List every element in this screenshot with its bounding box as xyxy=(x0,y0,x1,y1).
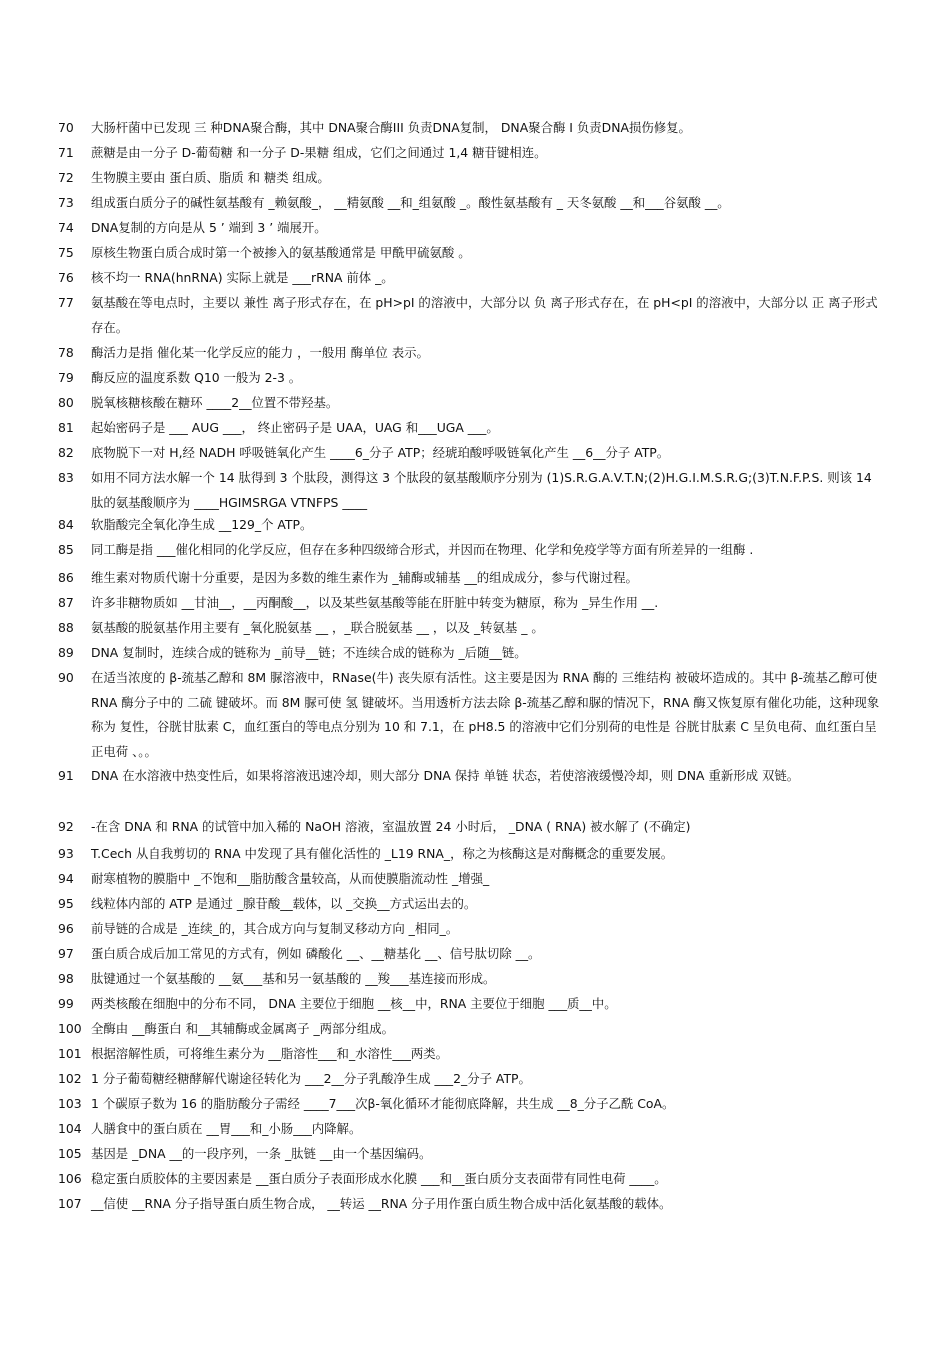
question-number: 105 xyxy=(58,1146,82,1161)
question-number: 90 xyxy=(58,670,74,685)
question-text: 许多非糖物质如 __甘油__，__丙酮酸__，以及某些氨基酸等能在肝脏中转变为糖原，称为 _异生作用 __. xyxy=(91,595,659,610)
question-text: 组成蛋白质分子的碱性氨基酸有 _赖氨酸_， __精氨酸 __和_组氨酸 _。酸性氨基酸有 _ 天冬氨酸 __和___谷氨酸 __。 xyxy=(91,195,730,210)
question-number: 81 xyxy=(58,420,74,435)
question-text: 大肠杆菌中已发现 三 种DNA聚合酶，其中 DNA聚合酶III 负责DNA复制， DNA聚合酶 I 负责DNA损伤修复。 xyxy=(91,120,691,135)
question-text: DNA 在水溶液中热变性后，如果将溶液迅速冷却，则大部分 DNA 保持 单链 状态，若使溶液缓慢冷却，则 DNA 重新形成 双链。 xyxy=(91,768,800,783)
question-number: 89 xyxy=(58,645,74,660)
question-number: 91 xyxy=(58,768,74,783)
question-number: 103 xyxy=(58,1096,82,1111)
question-item xyxy=(58,416,888,441)
question-item xyxy=(58,341,888,366)
question-number: 88 xyxy=(58,620,74,635)
question-number: 95 xyxy=(58,896,74,911)
question-item xyxy=(58,216,888,241)
question-number: 83 xyxy=(58,470,74,485)
question-item xyxy=(58,116,888,141)
question-text: 根据溶解性质，可将维生素分为 __脂溶性___和_水溶性___两类。 xyxy=(91,1046,449,1061)
question-number: 92 xyxy=(58,819,74,834)
question-item xyxy=(58,616,888,641)
question-item xyxy=(58,1092,888,1117)
question-text: 起始密码子是 ___ AUG ___， 终止密码子是 UAA，UAG 和___UGA ___。 xyxy=(91,420,499,435)
question-item xyxy=(58,1167,888,1192)
question-number: 72 xyxy=(58,170,74,185)
question-text: 脱氧核糖核酸在糖环 ____2__位置不带羟基。 xyxy=(91,395,339,410)
question-number: 100 xyxy=(58,1021,82,1036)
question-number: 107 xyxy=(58,1196,82,1211)
question-number: 78 xyxy=(58,345,74,360)
question-number: 74 xyxy=(58,220,74,235)
question-number: 77 xyxy=(58,295,74,310)
question-item xyxy=(58,942,888,967)
question-number: 87 xyxy=(58,595,74,610)
question-number: 93 xyxy=(58,846,74,861)
question-number: 98 xyxy=(58,971,74,986)
question-item xyxy=(58,1042,888,1067)
question-item xyxy=(58,842,888,867)
question-number: 101 xyxy=(58,1046,82,1061)
question-text: 酶反应的温度系数 Q10 一般为 2-3 。 xyxy=(91,370,302,385)
question-text: DNA 复制时，连续合成的链称为 _前导__链；不连续合成的链称为 _后随__链。 xyxy=(91,645,527,660)
question-text: T.Cech 从自我剪切的 RNA 中发现了具有催化活性的 _L19 RNA_，称之为核酶这是对酶概念的重要发展。 xyxy=(91,846,674,861)
question-number: 102 xyxy=(58,1071,82,1086)
question-number: 97 xyxy=(58,946,74,961)
question-item xyxy=(58,141,888,166)
question-text: 底物脱下一对 H,经 NADH 呼吸链氧化产生 ____6_分子 ATP；经琥珀酸呼吸链氧化产生 __6__分子 ATP。 xyxy=(91,445,670,460)
question-item xyxy=(58,591,888,616)
question-number: 76 xyxy=(58,270,74,285)
question-text: 耐寒植物的膜脂中 _不饱和__脂肪酸含量较高，从而使膜脂流动性 _增强_ xyxy=(91,871,490,886)
question-item xyxy=(58,666,888,764)
question-number: 85 xyxy=(58,542,74,557)
question-text: 蛋白质合成后加工常见的方式有，例如 磷酸化 __、__糖基化 __、信号肽切除 __。 xyxy=(91,946,541,961)
question-text: 同工酶是指 ___催化相同的化学反应，但存在多种四级缔合形式，并因而在物理、化学和免疫学等方面有所差异的一组酶 . xyxy=(91,542,754,557)
question-text: 如用不同方法水解一个 14 肽得到 3 个肽段，测得这 3 个肽段的氨基酸顺序分别为 (1)S.R.G.A.V.T.N;(2)H.G.I.M.S.R.G;(3)T.N.F.P.S. 则该 14 肽的氨基酸顺序为 ____HGIMSRGA VTNFPS ____ xyxy=(91,470,872,510)
question-item xyxy=(58,166,888,191)
question-item xyxy=(58,1067,888,1092)
question-text: -在含 DNA 和 RNA 的试管中加入稀的 NaOH 溶液，室温放置 24 小时后， _DNA ( RNA) 被水解了 (不确定) xyxy=(91,819,691,834)
question-text: 氨基酸在等电点时，主要以 兼性 离子形式存在，在 pH>pI 的溶液中，大部分以 负 离子形式存在，在 pH<pI 的溶液中，大部分以 正 离子形式存在。 xyxy=(91,295,878,335)
question-item xyxy=(58,1192,888,1217)
question-item xyxy=(58,967,888,992)
question-item xyxy=(58,291,888,340)
question-text: 生物膜主要由 蛋白质、脂质 和 糖类 组成。 xyxy=(91,170,330,185)
question-item xyxy=(58,266,888,291)
question-item xyxy=(58,391,888,416)
question-item xyxy=(58,867,888,892)
question-text: 软脂酸完全氧化净生成 __129_个 ATP。 xyxy=(91,517,313,532)
question-number: 99 xyxy=(58,996,74,1011)
question-text: 核不均一 RNA(hnRNA) 实际上就是 ___rRNA 前体 _。 xyxy=(91,270,394,285)
question-item xyxy=(58,892,888,917)
question-text: 基因是 _DNA __的一段序列，一条 _肽链 __由一个基因编码。 xyxy=(91,1146,432,1161)
question-number: 86 xyxy=(58,570,74,585)
question-item xyxy=(58,466,888,515)
question-text: DNA复制的方向是从 5 ’ 端到 3 ’ 端展开。 xyxy=(91,220,327,235)
question-text: 人膳食中的蛋白质在 __胃___和_小肠___内降解。 xyxy=(91,1121,362,1136)
question-number: 106 xyxy=(58,1171,82,1186)
question-number: 73 xyxy=(58,195,74,210)
question-number: 94 xyxy=(58,871,74,886)
question-text: 原核生物蛋白质合成时第一个被掺入的氨基酸通常是 甲酰甲硫氨酸 。 xyxy=(91,245,471,260)
question-text: 酶活力是指 催化某一化学反应的能力 ，一般用 酶单位 表示。 xyxy=(91,345,429,360)
question-number: 104 xyxy=(58,1121,82,1136)
question-text: 两类核酸在细胞中的分布不同， DNA 主要位于细胞 __核__中，RNA 主要位于细胞 ___质__中。 xyxy=(91,996,617,1011)
question-text: 1 个碳原子数为 16 的脂肪酸分子需经 ____7___次β-氧化循环才能彻底降解，共生成 __8_分子乙酰 CoA。 xyxy=(91,1096,675,1111)
question-item xyxy=(58,441,888,466)
question-text: 稳定蛋白质胶体的主要因素是 __蛋白质分子表面形成水化膜 ___和__蛋白质分支表面带有同性电荷 ____。 xyxy=(91,1171,667,1186)
question-text: 维生素对物质代谢十分重要，是因为多数的维生素作为 _辅酶或辅基 __的组成成分，参与代谢过程。 xyxy=(91,570,638,585)
question-item xyxy=(58,641,888,666)
question-item xyxy=(58,566,888,591)
question-text: 氨基酸的脱氨基作用主要有 _氧化脱氨基 __ ，_联合脱氨基 __ ，以及 _转氨基 _ 。 xyxy=(91,620,544,635)
question-text: 蔗糖是由一分子 D-葡萄糖 和一分子 D-果糖 组成，它们之间通过 1,4 糖苷键相连。 xyxy=(91,145,547,160)
question-number: 79 xyxy=(58,370,74,385)
question-text: 肽键通过一个氨基酸的 __氨___基和另一氨基酸的 __羧___基连接而形成。 xyxy=(91,971,496,986)
question-number: 70 xyxy=(58,120,74,135)
question-number: 96 xyxy=(58,921,74,936)
question-item xyxy=(58,764,888,789)
question-item xyxy=(58,513,888,538)
question-text: 全酶由 __酶蛋白 和__其辅酶或金属离子 _两部分组成。 xyxy=(91,1021,394,1036)
question-item xyxy=(58,366,888,391)
question-item xyxy=(58,1117,888,1142)
question-item xyxy=(58,917,888,942)
question-item xyxy=(58,815,888,840)
question-text: 线粒体内部的 ATP 是通过 _腺苷酸__载体，以 _交换__方式运出去的。 xyxy=(91,896,477,911)
question-number: 84 xyxy=(58,517,74,532)
question-item xyxy=(58,1142,888,1167)
question-text: __信使 __RNA 分子指导蛋白质生物合成， __转运 __RNA 分子用作蛋白质生物合成中活化氨基酸的载体。 xyxy=(91,1196,672,1211)
question-number: 80 xyxy=(58,395,74,410)
question-item xyxy=(58,191,888,216)
question-item xyxy=(58,241,888,266)
question-text: 前导链的合成是 _连续_的，其合成方向与复制叉移动方向 _相同_。 xyxy=(91,921,459,936)
question-number: 71 xyxy=(58,145,74,160)
question-text: 在适当浓度的 β-巯基乙醇和 8M 脲溶液中，RNase(牛) 丧失原有活性。这主要是因为 RNA 酶的 三维结构 被破坏造成的。其中 β-巯基乙醇可使 RNA 酶分子中的 二硫 键破坏。而 8M 脲可使 氢 键破坏。当用透析方法去除 β-巯基乙醇和脲的情况下，RNA 酶又恢复原有催化功能，这种现象称为 复性，谷胱甘肽素 C，血红蛋白的等电点分别为 10 和 7.1，在 pH8.5 的溶液中它们分别荷的电性是 谷胱甘肽素 C 呈负电荷、血红蛋白呈正电荷 、。。 xyxy=(91,670,880,759)
question-item xyxy=(58,538,888,563)
question-number: 82 xyxy=(58,445,74,460)
question-item xyxy=(58,992,888,1017)
question-item xyxy=(58,1017,888,1042)
question-number: 75 xyxy=(58,245,74,260)
question-text: 1 分子葡萄糖经糖酵解代谢途径转化为 ___2__分子乳酸净生成 ___2_分子 ATP。 xyxy=(91,1071,531,1086)
